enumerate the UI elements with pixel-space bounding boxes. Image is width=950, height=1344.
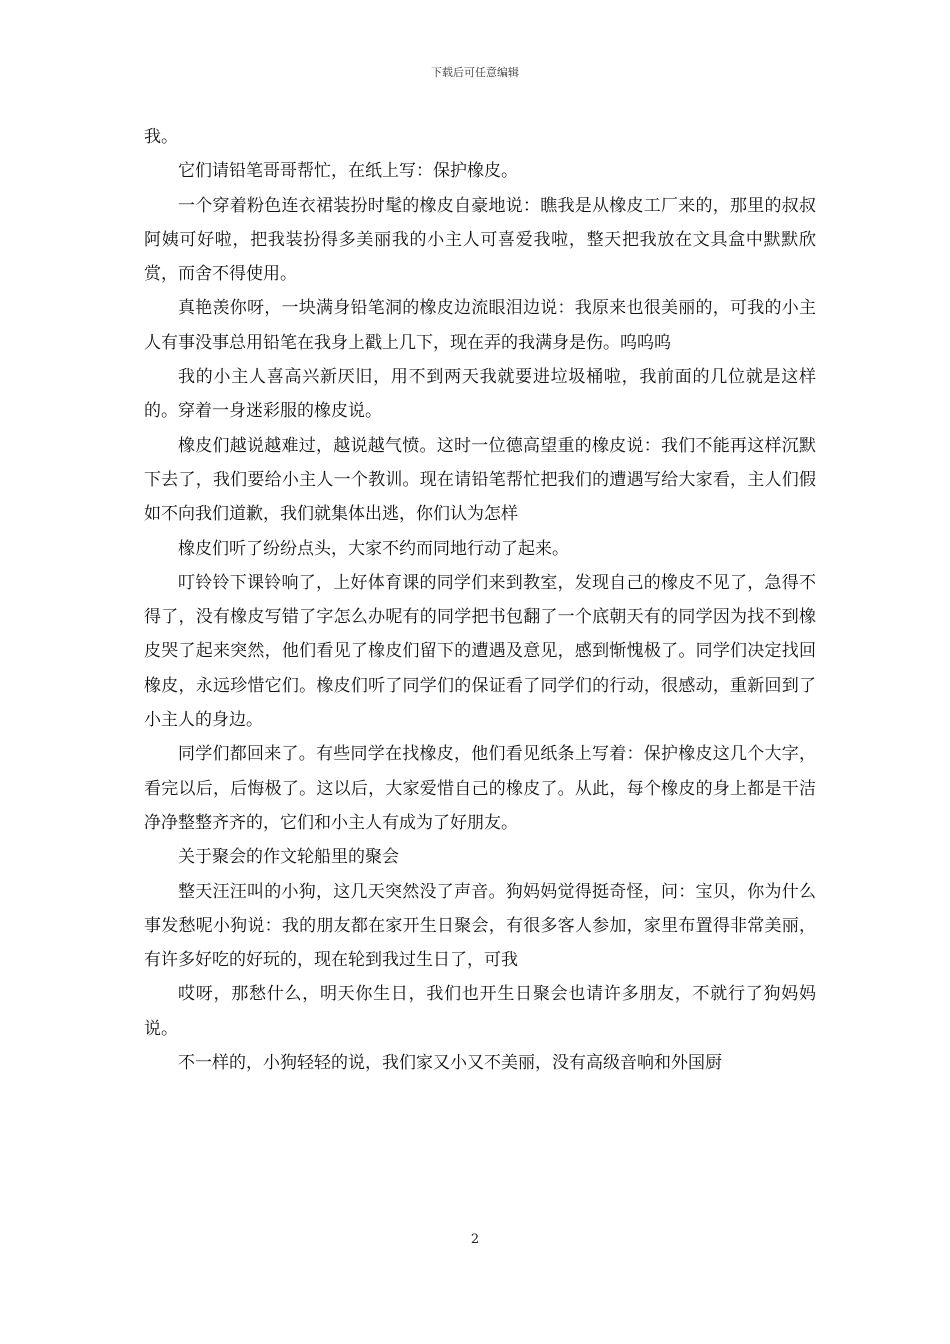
paragraph: 整天汪汪叫的小狗，这几天突然没了声音。狗妈妈觉得挺奇怪，问：宝贝，你为什么事发愁呢小狗说：我的朋友都在家开生日聚会，有很多客人参加，家里布置得非常美丽，有许多好吃的好玩的，现在轮到我过生日了，可我 bbox=[144, 881, 816, 971]
paragraph: 橡皮们听了纷纷点头，大家不约而同地行动了起来。 bbox=[178, 538, 569, 559]
paragraph: 哎呀，那愁什么，明天你生日，我们也开生日聚会也请许多朋友，不就行了狗妈妈说。 bbox=[144, 984, 816, 1039]
section-heading: 关于聚会的作文轮船里的聚会 bbox=[178, 847, 399, 868]
paragraph: 橡皮们越说越难过，越说越气愤。这时一位德高望重的橡皮说：我们不能再这样沉默下去了，我们要给小主人一个教训。现在请铅笔帮忙把我们的遭遇写给大家看，主人们假如不向我们道歉，我们就集体出逃，你们认为怎样 bbox=[144, 435, 816, 525]
paragraph: 它们请铅笔哥哥帮忙，在纸上写：保护橡皮。 bbox=[178, 161, 518, 182]
paragraph: 我。 bbox=[144, 127, 178, 147]
paragraph: 同学们都回来了。有些同学在找橡皮，他们看见纸条上写着：保护橡皮这几个大字，看完以后，后悔极了。这以后，大家爱惜自己的橡皮了。从此，每个橡皮的身上都是干洁净净整整齐齐的，它们和小主人有成为了好朋友。 bbox=[144, 744, 816, 833]
page-header: 下载后可任意编辑 bbox=[431, 66, 519, 79]
paragraph: 叮铃铃下课铃响了，上好体育课的同学们来到教室，发现自己的橡皮不见了，急得不得了，没有橡皮写错了字怎么办呢有的同学把书包翻了一个底朝天有的同学因为找不到橡皮哭了起来突然，他们看见了橡皮们留下的遭遇及意见，感到惭愧极了。同学们决定找回橡皮，永远珍惜它们。橡皮们听了同学们的保证看了同学们的行动，很感动，重新回到了小主人的身边。 bbox=[144, 572, 816, 731]
paragraph: 不一样的，小狗轻轻的说，我们家又小又不美丽，没有高级音响和外国厨 bbox=[178, 1053, 722, 1074]
page-number: 2 bbox=[470, 1232, 480, 1247]
paragraph: 我的小主人喜高兴新厌旧，用不到两天我就要进垃圾桶啦，我前面的几位就是这样的。穿着一身迷彩服的橡皮说。 bbox=[144, 367, 816, 422]
paragraph: 真艳羡你呀，一块满身铅笔洞的橡皮边流眼泪边说：我原来也很美丽的，可我的小主人有事没事总用铅笔在我身上戳上几下，现在弄的我满身是伤。呜呜呜 bbox=[144, 298, 816, 353]
paragraph: 一个穿着粉色连衣裙装扮时髦的橡皮自豪地说：瞧我是从橡皮工厂来的，那里的叔叔阿姨可好啦，把我装扮得多美丽我的小主人可喜爱我啦，整天把我放在文具盒中默默欣赏，而舍不得使用。 bbox=[144, 195, 816, 285]
document-body bbox=[144, 120, 816, 1080]
